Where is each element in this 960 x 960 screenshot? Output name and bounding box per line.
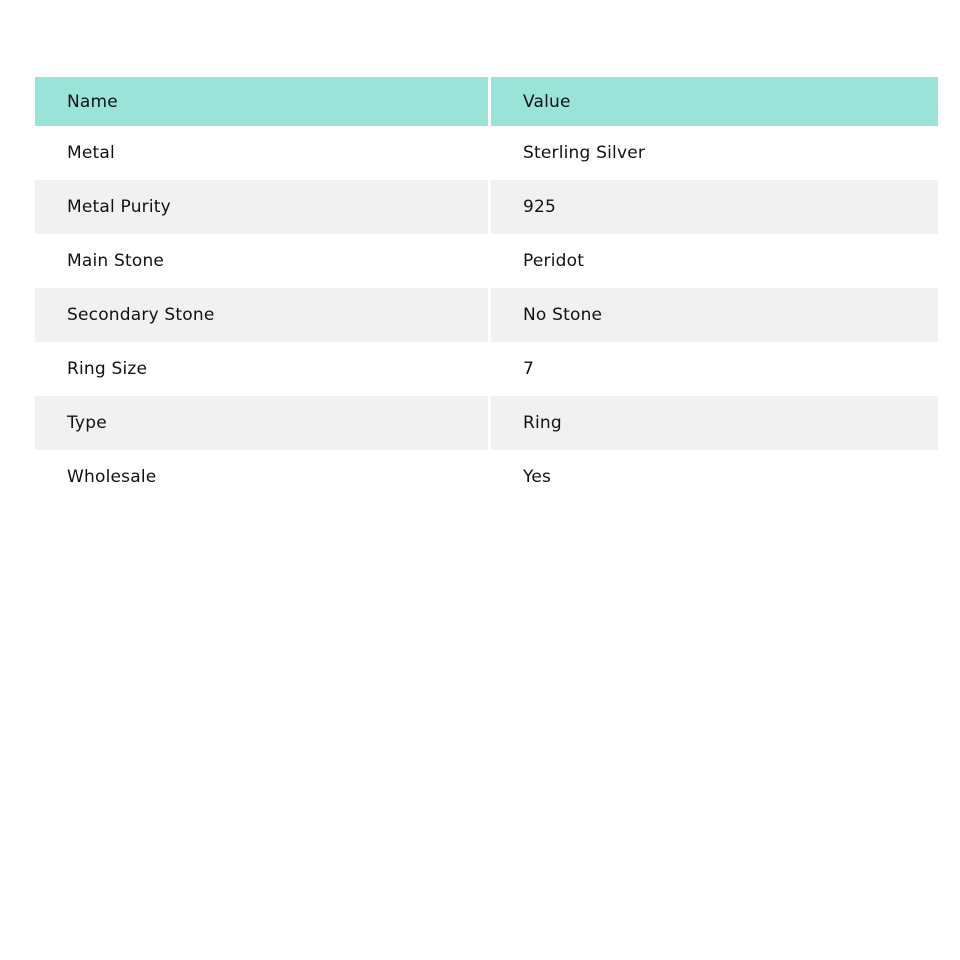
table-row — [35, 342, 938, 396]
row-value-label: Ring — [523, 413, 562, 433]
row-name-label: Ring Size — [67, 359, 148, 379]
table-row — [35, 180, 938, 234]
cell-value — [491, 342, 938, 396]
row-value-label: No Stone — [523, 305, 603, 325]
cell-value — [491, 396, 938, 450]
cell-value — [491, 126, 938, 180]
cell-name — [35, 342, 491, 396]
row-value-label: Yes — [523, 467, 552, 487]
header-value-label: Value — [523, 91, 571, 112]
table-header-row — [35, 77, 938, 126]
cell-value — [491, 234, 938, 288]
cell-name — [35, 234, 491, 288]
row-value-label: Peridot — [523, 251, 585, 271]
cell-name — [35, 450, 491, 504]
row-name-label: Type — [67, 413, 107, 433]
table-row — [35, 126, 938, 180]
table-row — [35, 396, 938, 450]
cell-name — [35, 126, 491, 180]
table-row — [35, 234, 938, 288]
row-name-label: Wholesale — [67, 467, 157, 487]
cell-name — [35, 180, 491, 234]
header-name-label: Name — [67, 91, 118, 112]
row-value-label: Sterling Silver — [523, 143, 646, 163]
table-row — [35, 450, 938, 504]
product-spec-table — [35, 77, 938, 504]
row-name-label: Metal Purity — [67, 197, 171, 217]
row-name-label: Secondary Stone — [67, 305, 215, 325]
header-cell-name — [35, 77, 491, 126]
table-row — [35, 288, 938, 342]
cell-value — [491, 288, 938, 342]
row-name-label: Main Stone — [67, 251, 165, 271]
cell-name — [35, 288, 491, 342]
cell-value — [491, 180, 938, 234]
cell-value — [491, 450, 938, 504]
row-value-label: 925 — [523, 197, 557, 217]
header-cell-value — [491, 77, 938, 126]
row-value-label: 7 — [523, 359, 535, 379]
row-name-label: Metal — [67, 143, 115, 163]
cell-name — [35, 396, 491, 450]
